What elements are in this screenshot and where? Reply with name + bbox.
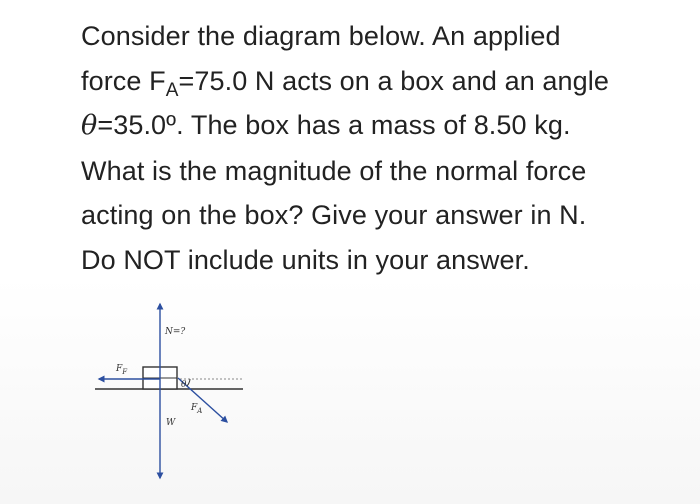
friction-label-main: F (116, 364, 123, 374)
question-line-1: Consider the diagram below. An applied (81, 21, 561, 51)
applied-label-sub: A (197, 407, 203, 415)
friction-label (115, 364, 128, 376)
question-line-4: What is the magnitude of the normal force (81, 155, 587, 186)
friction-label-sub: F (122, 368, 128, 376)
force-subscript: A (165, 79, 179, 101)
weight-label: W (166, 418, 176, 428)
normal-force-label: N=? (165, 327, 186, 337)
theta-symbol: θ (81, 110, 98, 141)
applied-force-label (190, 403, 202, 415)
theta-label: θ (181, 380, 187, 390)
angle-mass-text: =35.0º. The box has a mass of 8.50 kg. (97, 110, 571, 140)
question-line-5: acting on the box? Give your answer in N. (81, 200, 587, 230)
force-text: force F (81, 65, 166, 96)
angle-arc (187, 379, 190, 386)
question-line-6: Do NOT include units in your answer. (81, 244, 530, 275)
applied-label-main: F (191, 403, 198, 413)
force-value-text: =75.0 N acts on a box and an angle (178, 65, 609, 96)
